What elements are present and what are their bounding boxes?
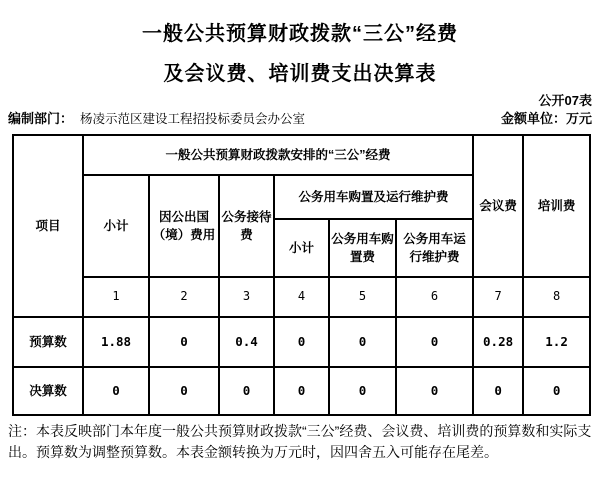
page-title-line1: 一般公共预算财政拨款“三公”经费 [142, 23, 458, 45]
final-value-5: 0 [329, 367, 396, 415]
column-number: 8 [523, 277, 590, 317]
column-number: 1 [83, 277, 149, 317]
column-number: 4 [274, 277, 329, 317]
final-value-7: 0 [473, 367, 523, 415]
row-label-final: 决算数 [13, 367, 83, 415]
budget-row [13, 317, 590, 367]
page [0, 22, 600, 463]
final-value-3: 0 [219, 367, 274, 415]
header-training-fee: 培训费 [523, 135, 590, 277]
header-vehicle-group: 公务用车购置及运行维护费 [274, 175, 473, 219]
header-reception: 公务接待费 [219, 175, 274, 277]
budget-value-7: 0.28 [473, 317, 523, 367]
prepared-by [8, 110, 305, 128]
column-number: 2 [149, 277, 219, 317]
final-value-1: 0 [83, 367, 149, 415]
prepared-by-label: 编制部门： [8, 111, 74, 126]
row-label-budget: 预算数 [13, 317, 83, 367]
final-value-4: 0 [274, 367, 329, 415]
budget-value-5: 0 [329, 317, 396, 367]
column-number: 6 [396, 277, 473, 317]
header-item: 项目 [13, 135, 83, 317]
budget-value-6: 0 [396, 317, 473, 367]
budget-value-3: 0.4 [219, 317, 274, 367]
budget-value-1: 1.88 [83, 317, 149, 367]
page-title-line2: 及会议费、培训费支出决算表 [163, 63, 437, 85]
header-vehicle-subtotal: 小计 [274, 219, 329, 277]
header-vehicle-purchase: 公务用车购置费 [329, 219, 396, 277]
column-number: 3 [219, 277, 274, 317]
header-abroad: 因公出国（境）费用 [149, 175, 219, 277]
budget-value-8: 1.2 [523, 317, 590, 367]
unit-label: 金额单位：万元 [500, 111, 592, 126]
budget-value-4: 0 [274, 317, 329, 367]
budget-table [12, 134, 591, 416]
final-value-8: 0 [523, 367, 590, 415]
final-row [13, 367, 590, 415]
column-number-row [13, 277, 590, 317]
header-sangong-group: 一般公共预算财政拨款安排的“三公”经费 [83, 135, 473, 175]
meta-row [8, 110, 592, 128]
budget-value-2: 0 [149, 317, 219, 367]
header-vehicle-maintenance: 公务用车运行维护费 [396, 219, 473, 277]
column-number: 5 [329, 277, 396, 317]
column-number: 7 [473, 277, 523, 317]
table-code: 公开07表 [538, 93, 592, 108]
final-value-2: 0 [149, 367, 219, 415]
prepared-by-value: 杨凌示范区建设工程招投标委员会办公室 [80, 112, 306, 126]
final-value-6: 0 [396, 367, 473, 415]
header-meeting-fee: 会议费 [473, 135, 523, 277]
header-subtotal: 小计 [83, 175, 149, 277]
note-text: 注：本表反映部门本年度一般公共预算财政拨款“三公”经费、会议费、培训费的预算数和实际支出。预算数为调整预算数。本表金额转换为万元时，因四舍五入可能存在尾差。 [8, 423, 592, 460]
